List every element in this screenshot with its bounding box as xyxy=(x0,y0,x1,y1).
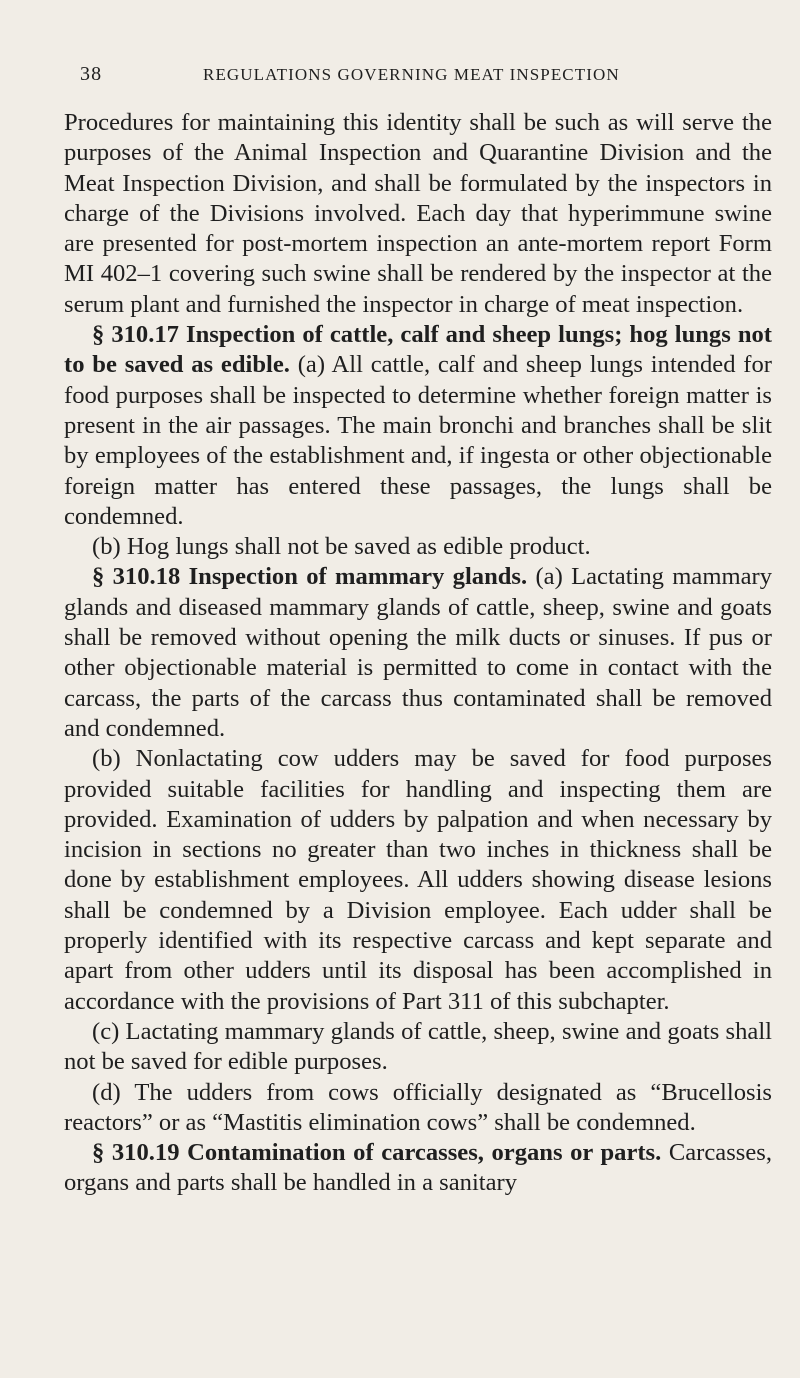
page-number: 38 xyxy=(80,63,103,85)
paragraph-hog-lungs xyxy=(64,532,772,562)
paragraph-reactor-udders xyxy=(64,1078,772,1139)
paragraph-section-310-18 xyxy=(64,562,772,744)
paragraph-lactating-glands xyxy=(64,1017,772,1078)
section-heading: § 310.17 Inspection of cattle, calf and sheep lungs; hog lungs not to be saved as edible. xyxy=(64,321,772,379)
paragraph-text: Procedures for maintaining this identity shall be such as will serve the purposes of the Animal Inspection and Quarantine Division and the Meat Inspection Division, and shall be formulated by the inspectors in charge of the Divisions involved. Each day that hyperimmune swine are presented for post-mortem inspection an ante-mortem report Form MI 402–1 covering such swine shall be rendered by the inspector at the serum plant and furnished the inspector in charge of meat inspection. xyxy=(64,109,772,318)
section-heading: § 310.19 Contamination of carcasses, organs or parts. xyxy=(92,1139,662,1167)
paragraph-text: (a) Lactating mammary glands and diseased mammary glands of cattle, sheep, swine and goats shall be removed without opening the milk ducts or sinuses. If pus or other objectionable material is permitted to come in contact with the carcass, the parts of the carcass thus contaminated shall be removed and condemned. xyxy=(64,563,773,742)
page-header xyxy=(80,63,760,89)
paragraph-text: (b) Nonlactating cow udders may be saved for food purposes provided suitable facilities for handling and inspecting them are provided. Examination of udders by palpation and when necessary by incision in sections no greater than two inches in thickness shall be done by establishment employees. All udders showing disease lesions shall be condemned by a Division employee. Each udder shall be properly identified with its respective carcass and kept separate and apart from other udders until its disposal has been accomplished in accordance with the provisions of Part 311 of this subchapter. xyxy=(64,745,772,1015)
paragraph-text: (b) Hog lungs shall not be saved as edible product. xyxy=(92,533,591,561)
body-text xyxy=(64,108,772,1199)
paragraph-text: (a) All cattle, calf and sheep lungs intended for food purposes shall be inspected to determine whether foreign matter is present in the air passages. The main bronchi and branches shall be slit by employees of the establishment and, if ingesta or other objectionable foreign matter has entered these passages, the lungs shall be condemned. xyxy=(64,351,772,530)
paragraph-text: (c) Lactating mammary glands of cattle, sheep, swine and goats shall not be saved for edible purposes. xyxy=(64,1017,772,1076)
paragraph-identity-procedures xyxy=(64,108,772,320)
paragraph-section-310-17 xyxy=(64,320,772,532)
paragraph-nonlactating-udders xyxy=(64,744,772,1017)
section-heading: § 310.18 Inspection of mammary glands. xyxy=(92,563,528,591)
paragraph-text: (d) The udders from cows officially designated as “Brucellosis reactors” or as “Mastitis elimination cows” shall be condemned. xyxy=(64,1078,772,1136)
paragraph-section-310-19 xyxy=(64,1138,772,1199)
running-head: REGULATIONS GOVERNING MEAT INSPECTION xyxy=(203,65,620,84)
paragraph-text: Carcasses, organs and parts shall be handled in a sanitary xyxy=(64,1139,772,1197)
